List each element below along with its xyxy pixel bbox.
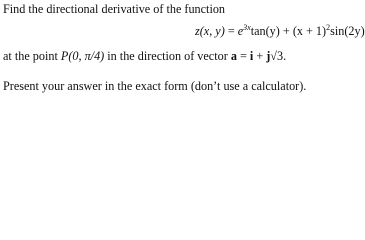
exp-base: e xyxy=(237,24,244,38)
exp-exponent: 3x xyxy=(243,23,251,32)
point-value: P(0, π/4) xyxy=(60,49,105,63)
sqrt-three: √3. xyxy=(270,49,287,63)
tan-term: tan(y) xyxy=(250,24,280,38)
factor-exponent: 2 xyxy=(326,23,331,32)
direction-text xyxy=(3,50,286,62)
function-equation xyxy=(195,25,365,37)
vector-equals: = xyxy=(236,49,250,63)
point-prefix: at the point xyxy=(3,49,61,63)
factor-term: (x + 1) xyxy=(292,24,327,38)
direction-mid: in the direction of vector xyxy=(104,49,231,63)
problem-intro-text: Find the directional derivative of the function xyxy=(3,2,226,16)
plus-sign: + xyxy=(282,24,290,38)
vector-a: a xyxy=(230,49,237,63)
equals-sign: = xyxy=(227,24,235,38)
instruction-text: Present your answer in the exact form (don’t use a calculator). xyxy=(3,79,307,93)
equation-lhs: z(x, y) xyxy=(195,24,225,38)
unit-j: j xyxy=(266,49,271,63)
unit-i: i xyxy=(249,49,254,63)
vector-plus: + xyxy=(253,49,267,63)
sin-term: sin(2y) xyxy=(330,24,365,38)
